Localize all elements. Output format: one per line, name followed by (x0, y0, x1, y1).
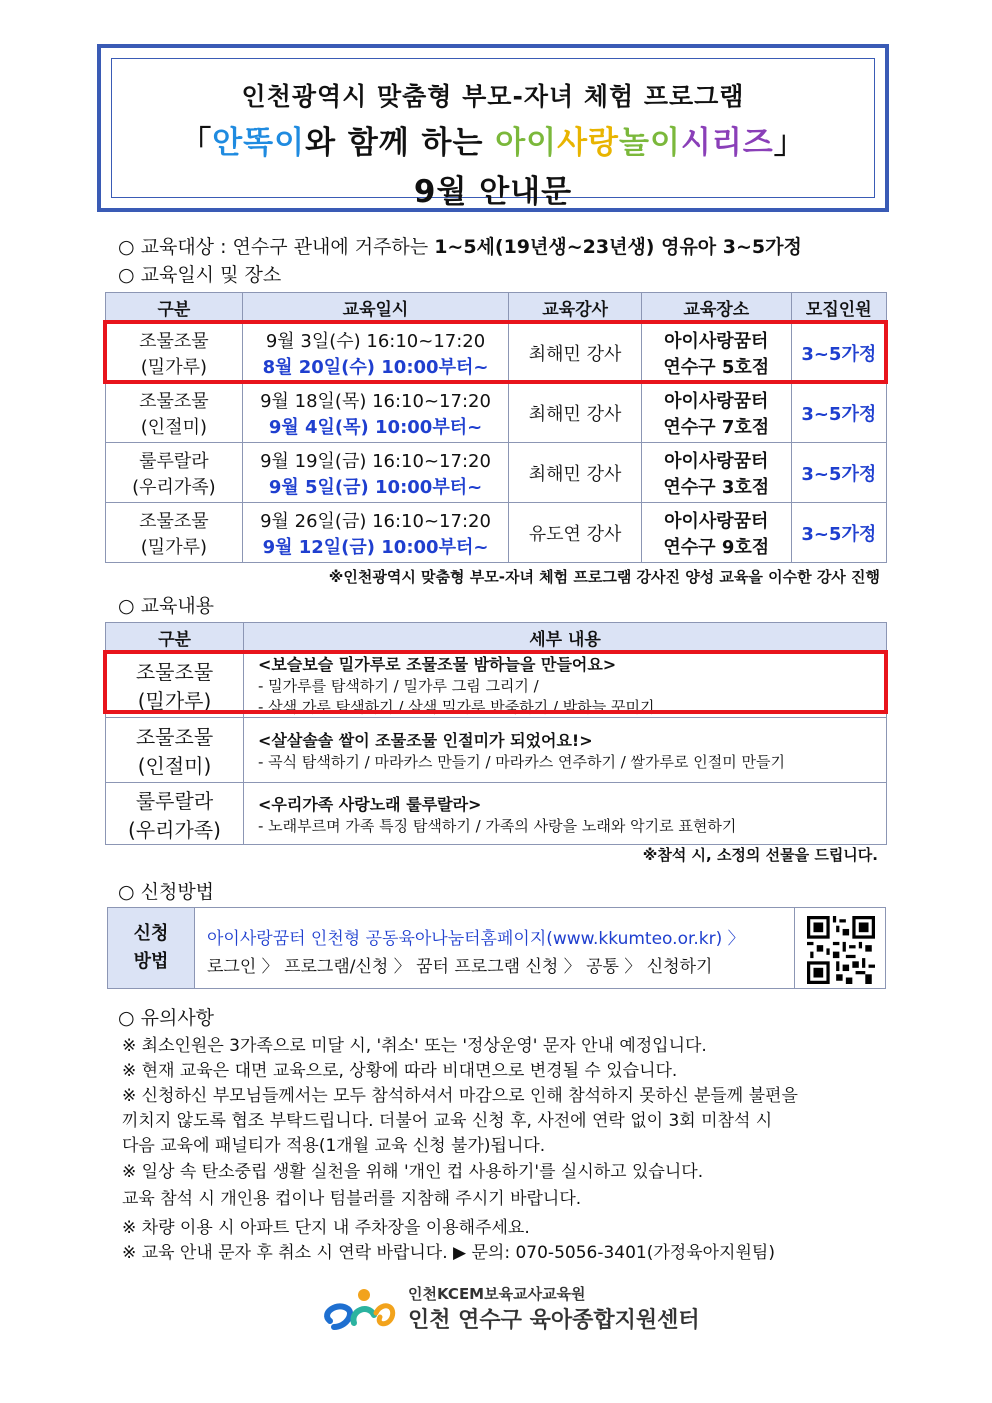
place-branch: 연수구 3호점 (663, 476, 770, 498)
date-cell (242, 503, 508, 563)
notice-item: ※ 최소인원은 3가족으로 미달 시, '취소' 또는 '정상운영' 문자 안내 예정입니다. (122, 1036, 707, 1056)
place-name: 아이사랑꿈터 (664, 330, 769, 352)
notice-item: ※ 일상 속 탄소중립 생활 실천을 위해 '개인 컵 사용하기'를 실시하고 있습니다. (122, 1162, 704, 1182)
center-logo-icon (320, 1283, 400, 1333)
place-cell (641, 503, 791, 563)
capacity-cell: 3~5가정 (791, 383, 886, 443)
program-name: 조물조물 (139, 330, 209, 352)
apply-box (107, 907, 886, 989)
target-line (118, 232, 802, 259)
program-name: 조물조물 (135, 725, 214, 749)
title-series-part2: 사랑 (557, 125, 619, 161)
capacity-cell: 3~5가정 (791, 503, 886, 563)
teacher-cell: 유도연 강사 (509, 503, 642, 563)
table-row (106, 783, 887, 845)
apply-start: 9월 5일(금) 10:00부터~ (268, 476, 483, 498)
program-name-cell (106, 443, 243, 503)
place-cell (641, 383, 791, 443)
apply-steps: 로그인 〉 프로그램/신청 〉 꿈터 프로그램 신청 〉 공통 〉 신청하기 (207, 957, 713, 977)
content-line: - 밀가루를 탐색하기 / 밀가루 그림 그리기 / (258, 677, 539, 695)
place-cell (641, 443, 791, 503)
notice-item: 다음 교육에 패널티가 적용(1개월 교육 신청 불가)됩니다. (122, 1136, 546, 1156)
program-subname: (인절미) (137, 754, 212, 778)
program-name-cell (106, 718, 244, 783)
content-heading: ○ 교육내용 (118, 595, 215, 617)
program-subname: (밀가루) (137, 688, 212, 713)
apply-start: 9월 4일(목) 10:00부터~ (268, 416, 483, 438)
title-inner-frame (111, 58, 875, 210)
schedule-note: ※인천광역시 맞춤형 부모-자녀 체험 프로그램 강사진 양성 교육을 이수한 강사 진행 (328, 568, 880, 586)
session-date: 9월 26일(금) 16:10~17:20 (260, 510, 491, 532)
logo-subtitle: 인천KCEM보육교사교육원 (408, 1285, 586, 1303)
notice-item: 교육 참석 시 개인용 컵이나 텀블러를 지참해 주시기 바랍니다. (122, 1189, 582, 1209)
teacher-cell: 최해민 강사 (509, 323, 642, 383)
session-date: 9월 19일(금) 16:10~17:20 (260, 450, 491, 472)
notice-item: ※ 차량 이용 시 아파트 단지 내 주차장을 이용해주세요. (122, 1218, 530, 1238)
content-title: <살살솔솔 쌀이 조물조물 인절미가 되었어요!> (258, 731, 593, 750)
notice-heading: ○ 유의사항 (118, 1007, 215, 1029)
content-detail-cell (244, 783, 887, 845)
title-series-part4: 시리즈 (680, 125, 774, 161)
highlight-frame-schedule (103, 320, 888, 384)
target-value: 1~5세(19년생~23년생) 영유아 3~5가정 (434, 236, 802, 258)
capacity-cell: 3~5가정 (791, 443, 886, 503)
place-branch: 연수구 5호점 (663, 356, 770, 378)
apply-label-cell (108, 908, 195, 988)
apply-link[interactable]: 아이사랑꿈터 인천형 공동육아나눔터홈페이지(www.kkumteo.or.kr) 〉 (207, 929, 745, 949)
content-title: <우리가족 사랑노래 룰루랄라> (258, 794, 482, 814)
apply-start: 8월 20일(수) 10:00부터~ (262, 356, 489, 378)
title-frame (97, 44, 889, 212)
page-subtitle: 9월 안내문 (413, 174, 573, 210)
qr-code-icon[interactable] (807, 916, 875, 984)
place-name: 아이사랑꿈터 (664, 450, 769, 472)
title-series-part3: 놀이 (619, 125, 681, 161)
page-supertitle: 인천광역시 맞춤형 부모-자녀 체험 프로그램 (241, 82, 745, 111)
place-branch: 연수구 9호점 (663, 536, 770, 558)
program-name: 조물조물 (135, 659, 214, 684)
schedule-header-cell: 교육일시 (242, 293, 508, 323)
program-subname: (우리가족) (132, 476, 216, 498)
table-row (106, 718, 887, 783)
apply-label-line: 신청 (133, 923, 169, 944)
notice-item: ※ 현재 교육은 대면 교육으로, 상황에 따라 비대면으로 변경될 수 있습니다. (122, 1061, 678, 1081)
table-row (106, 503, 887, 563)
apply-start: 9월 12일(금) 10:00부터~ (262, 536, 489, 558)
apply-heading: ○ 신청방법 (118, 881, 215, 903)
place-branch: 연수구 7호점 (663, 416, 770, 438)
title-character-name: 안똑이 (212, 125, 306, 161)
content-header-cell: 구분 (106, 623, 244, 652)
page-title (112, 117, 874, 162)
program-name: 조물조물 (139, 390, 209, 412)
program-subname: (인절미) (140, 416, 207, 438)
program-name: 룰루랄라 (135, 788, 214, 813)
content-header-cell: 세부 내용 (244, 623, 887, 652)
program-subname: (밀가루) (140, 356, 207, 378)
teacher-cell: 최해민 강사 (509, 383, 642, 443)
program-name-cell (106, 383, 243, 443)
highlight-frame-content (103, 650, 888, 714)
session-date: 9월 3일(수) 16:10~17:20 (265, 330, 486, 352)
content-note: ※참석 시, 소정의 선물을 드립니다. (642, 846, 878, 864)
apply-divider (794, 908, 795, 988)
teacher-cell: 최해민 강사 (509, 443, 642, 503)
title-text: 와 함께 하는 (305, 125, 496, 161)
program-name: 룰루랄라 (139, 450, 209, 472)
title-series-part1: 아이 (495, 125, 558, 161)
capacity-cell: 3~5가정 (791, 323, 886, 383)
schedule-header-cell: 모집인원 (791, 293, 886, 323)
schedule-header-row (106, 293, 887, 323)
content-line: - 삼색 가루 탐색하기 / 삼색 밀가루 반죽하기 / 밤하늘 꾸미기 (258, 698, 655, 716)
session-date: 9월 18일(목) 16:10~17:20 (260, 390, 491, 412)
program-name-cell (106, 503, 243, 563)
table-row (106, 383, 887, 443)
content-title: <보슬보슬 밀가루로 조물조물 밤하늘을 만들어요> (258, 655, 617, 674)
apply-label-line: 방법 (133, 951, 169, 972)
schedule-header-cell: 교육강사 (509, 293, 642, 323)
program-subname: (밀가루) (140, 536, 207, 558)
title-bracket-open: 「 (180, 125, 213, 161)
title-bracket-close: 」 (773, 125, 806, 161)
notice-item: ※ 교육 안내 문자 후 취소 시 연락 바랍니다. ▶ 문의: 070-5056-3401(가정육아지원팀) (122, 1243, 775, 1263)
schedule-header-cell: 구분 (106, 293, 243, 323)
date-cell (242, 383, 508, 443)
program-subname: (우리가족) (128, 817, 221, 842)
table-row (106, 443, 887, 503)
content-line: - 곡식 탐색하기 / 마라카스 만들기 / 마라카스 연주하기 / 쌀가루로 인절미 만들기 (258, 753, 785, 771)
notice-item: ※ 신청하신 부모님들께서는 모두 참석하셔서 마감으로 인해 참석하지 못하신 분들께 불편을 (122, 1086, 798, 1106)
program-name: 조물조물 (139, 510, 209, 532)
date-cell (242, 443, 508, 503)
target-label: ○ 교육대상 : 연수구 관내에 거주하는 (118, 236, 435, 258)
place-name: 아이사랑꿈터 (664, 510, 769, 532)
notice-item: 끼치지 않도록 협조 부탁드립니다. 더불어 교육 신청 후, 사전에 연락 없이 3회 미참석 시 (122, 1111, 773, 1131)
content-detail-cell (244, 718, 887, 783)
schedule-heading: ○ 교육일시 및 장소 (118, 264, 282, 286)
program-name-cell (106, 783, 244, 845)
content-header-row (106, 623, 887, 652)
logo-title: 인천 연수구 육아종합지원센터 (408, 1308, 700, 1333)
content-line: - 노래부르며 가족 특징 탐색하기 / 가족의 사랑을 노래와 악기로 표현하기 (258, 816, 737, 835)
schedule-header-cell: 교육장소 (641, 293, 791, 323)
place-name: 아이사랑꿈터 (664, 390, 769, 412)
